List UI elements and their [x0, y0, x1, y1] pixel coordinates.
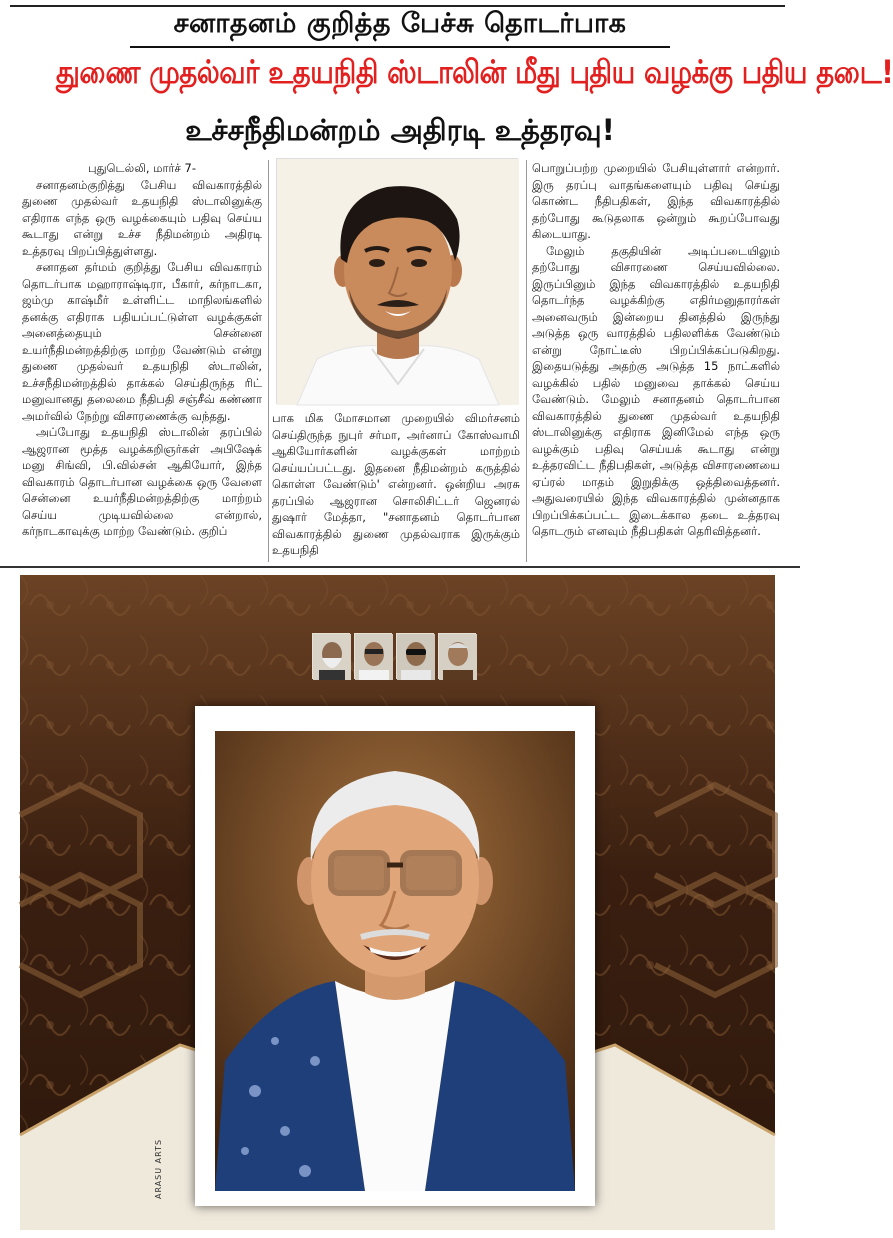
column1-paragraph: அப்போது உதயநிதி ஸ்டாலின் தரப்பில் ஆஜரான மூத்த வழக்கறிஞர்கள் அபிஷேக் மனு சிங்வி, பி.வில்சன் ஆகியோர், இந்த விவகாரம் தொடர்பான வழக்கை ஒரு வேளை சென்னை உயர்நீதிமன்றத்திற்கு மாற்றம் செய்ய முடியவில்லை என்றால், கர்நாடகாவுக்கு மாற்ற வேண்டும். குறிப்: [22, 425, 262, 538]
section-divider: [0, 566, 800, 568]
leader-thumbnail: [438, 633, 476, 679]
column1-paragraph: சனாதனம்குறித்து பேசிய விவகாரத்தில் துணை முதல்வர் உதயநிதி ஸ்டாலினுக்கு எதிராக எந்த ஒரு வழக்கையும் பதிவு செய்ய கூடாது என்று உச்ச நீதிமன்றம் அதிரடி உத்தரவு பிறப்பித்துள்ளது.: [22, 177, 262, 258]
column2-paragraph: பாக மிக மோசமான முறையில் விமர்சனம் செய்திருந்த நுபுர் சர்மா, அர்னாப் கோஸ்வாமி ஆகியோர்களின் வழக்குகள் மாற்றம் செய்யப்பட்டது. இதனை நீதிமன்றம் கருத்தில் கொள்ள வேண்டும்' என்றனர். ஒன்றிய அரசு தரப்பில் ஆஜரான சொலிசிட்டர் ஜெனரல் துஷார் மேத்தா, "சனாதனம் தொடர்பான விவகாரத்தில் துணை முதல்வராக இருக்கும் உதயநிதி: [272, 411, 520, 557]
page-top-border: [10, 0, 785, 7]
article-column-2: [272, 410, 520, 559]
column3-paragraph: மேலும் தகுதியின் அடிப்படையிலும் தற்போது விசாரணை செய்யவில்லை. இருப்பினும் இந்த விவகாரத்தில் உதயநிதி தொடர்ந்த வழக்கிற்கு எதிர்மனுதாரர்கள் அனைவரும் இன்றைய தினத்தில் இருந்து அடுத்த ஒரு வாரத்தில் பதிலளிக்க வேண்டும் என்று நோட்டீஸ் பிறப்பிக்கப்படுகிறது. இதையடுத்து அதற்கு அடுத்த 15 நாட்களில் வழக்கில் பதில் மனுவை தாக்கல் செய்ய வேண்டும். மேலும் சனாதனம் தொடர்பான விவகாரத்தில் துணை முதல்வர் உதயநிதி ஸ்டாலினுக்கு எதிராக இனிமேல் எந்த ஒரு வழக்கும் பதிவு செய்யக் கூடாது என்று உத்தரவிட்ட நீதிபதிகள், அடுத்த விசாரணையை ஏப்ரல் மாதம் இறுதிக்கு ஒத்திவைத்தனர். அதுவரையில் இந்த விவகாரத்தில் முன்னதாக பிறப்பிக்கப்பட்ட இடைக்கால தடை உத்தரவு தொடரும் எனவும் நீதிபதிகள் தெரிவித்தனர்.: [532, 243, 780, 538]
article-column-3: [532, 160, 780, 540]
article-kicker: சனாதனம் குறித்த பேச்சு தொடர்பாக: [173, 8, 627, 39]
artist-signature: ARASU ARTS: [154, 1138, 163, 1199]
elder-portrait-photo: [215, 731, 575, 1191]
column-divider: [526, 160, 527, 562]
kicker-underline: [130, 46, 670, 48]
article-headline: துணை முதல்வர் உதயநிதி ஸ்டாலின் மீது புதிய வழக்கு பதிய தடை!: [56, 53, 893, 91]
column3-paragraph: பொறுப்பற்ற முறையில் பேசியுள்ளார் என்றார். இரு தரப்பு வாதங்களையும் பதிவு செய்து கொண்ட நீதிபதிகள், இந்த விவகாரத்தில் தற்போது கூடுதலாக ஒன்றும் கூறப்போவது கிடையாது.: [532, 161, 780, 241]
page-bottom-edge: [20, 1230, 775, 1238]
leader-thumbnail: [354, 633, 392, 679]
article-subhead: உச்சநீதிமன்றம் அதிரடி உத்தரவு!: [185, 113, 615, 147]
tribute-portrait: [215, 731, 575, 1191]
leader-thumbnail: [396, 633, 434, 679]
news-photo: [276, 158, 518, 404]
leader-thumbnail-strip: [312, 633, 478, 679]
column-divider: [268, 160, 269, 562]
dateline: புதுடெல்லி, மார்ச் 7-: [88, 161, 196, 175]
article-column-1: [22, 160, 262, 540]
tribute-portrait-frame: [195, 706, 595, 1206]
person-portrait-photo: [277, 159, 519, 405]
leader-thumbnail: [312, 633, 350, 679]
tribute-advertisement: [20, 575, 775, 1238]
column1-paragraph: சனாதன தர்மம் குறித்து பேசிய விவகாரம் தொடர்பாக மஹாராஷ்டிரா, பீகார், கர்நாடகா, ஜம்மு காஷ்மீர் உள்ளிட்ட மாநிலங்களில் தனக்கு எதிராக பதியப்பட்டுள்ள வழக்குகள் அனைத்தையும் சென்னை உயர்நீதிமன்றத்திற்கு மாற்ற வேண்டும் என்று துணை முதல்வர் உதயநிதி ஸ்டாலின், உச்சநீதிமன்றத்தில் தாக்கல் செய்திருந்த ரிட் மனுவானது தலைமை நீதிபதி சஞ்சீவ் கண்ணா அமர்வில் நேற்று விசாரணைக்கு வந்தது.: [22, 260, 262, 423]
